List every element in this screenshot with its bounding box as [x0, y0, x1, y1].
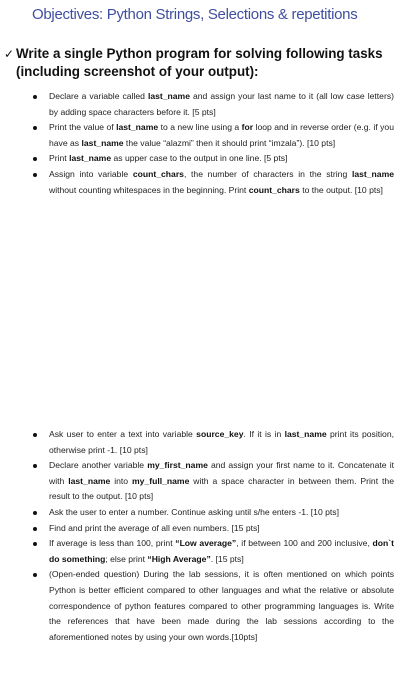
- emphasized-term: last_name: [68, 475, 111, 486]
- task-text: ; else print: [105, 553, 148, 564]
- task-item: [0, 120, 400, 151]
- task-item: [0, 536, 400, 567]
- task-text: to a new line using a: [158, 122, 242, 133]
- bullet-icon: [33, 511, 37, 515]
- task-list-part-2: [0, 427, 400, 645]
- task-text: and assign your last name to it (all low case letters) by adding space characters before it. [5 pts]: [49, 91, 394, 117]
- task-text: to the output. [10 pts]: [299, 184, 383, 195]
- task-text: . [15 pts]: [210, 553, 244, 564]
- task-text: into: [110, 475, 133, 486]
- emphasized-term: last_name: [116, 122, 159, 133]
- bullet-icon: [33, 464, 37, 468]
- task-heading: [4, 45, 404, 81]
- page-title: Objectives: Python Strings, Selections & repetitions: [32, 6, 358, 23]
- emphasized-term: last_name: [351, 168, 394, 179]
- task-item: [0, 167, 400, 198]
- task-text: Ask the user to enter a number. Continue asking until s/he enters -1. [10 pts]: [49, 506, 339, 517]
- task-text: Ask user to enter a text into variable: [49, 429, 197, 439]
- bullet-icon: [33, 573, 37, 577]
- task-text: Print the value of: [49, 122, 117, 133]
- heading-line-1: Write a single Python program for solving following tasks: [16, 46, 383, 61]
- task-text: , if between 100 and 200 inclusive,: [236, 538, 373, 549]
- emphasized-term: source_key: [196, 429, 244, 439]
- task-text: the value “alazmi” then it should print “imzala”). [10 pts]: [123, 137, 336, 148]
- emphasized-term: last_name: [147, 91, 190, 101]
- task-text: Declare a variable called: [49, 91, 148, 101]
- task-text: loop and in reverse order (e.g. if you have as: [49, 122, 394, 148]
- task-text: , the number of characters in the string: [183, 168, 352, 179]
- task-text: . If it is in: [243, 429, 285, 439]
- emphasized-term: my_first_name: [147, 460, 208, 471]
- emphasized-term: last_name: [284, 429, 327, 439]
- emphasized-term: count_chars: [248, 184, 300, 195]
- emphasized-term: last_name: [81, 137, 124, 148]
- task-text: (Open-ended question) During the lab sessions, it is often mentioned on which points Python is better efficient compared to other languages and what the relative or absolute correspondence of python features compared to other programming languages is. Write the references that have been made during the lab sessions according to the aforementioned notes by using your own words.[10pts]: [49, 569, 394, 642]
- bullet-icon: [33, 542, 37, 546]
- task-item: [0, 458, 400, 505]
- task-text: Find and print the average of all even numbers. [15 pts]: [49, 522, 260, 533]
- emphasized-term: last_name: [69, 153, 112, 164]
- bullet-icon: [33, 157, 37, 161]
- task-item: [0, 151, 400, 167]
- emphasized-term: “High Average”: [147, 553, 211, 564]
- emphasized-term: “Low average”: [175, 538, 237, 549]
- task-item: [0, 427, 400, 458]
- task-text: Declare another variable: [49, 460, 148, 471]
- emphasized-term: my_full_name: [132, 475, 190, 486]
- task-text: with a space character in between them. Print the result to the output. [10 pts]: [49, 475, 394, 502]
- task-item: [0, 89, 400, 120]
- bullet-icon: [33, 173, 37, 177]
- task-item: [0, 567, 400, 645]
- task-text: and assign your first name to it. Concatenate it with: [49, 460, 394, 486]
- task-text: Print: [49, 153, 70, 164]
- heading-line-2: (including screenshot of your output):: [16, 64, 259, 79]
- task-text: Assign into variable: [49, 168, 133, 179]
- checkmark-icon: ✓: [4, 47, 15, 61]
- task-text: as upper case to the output in one line. [5 pts]: [111, 153, 288, 164]
- task-item: [0, 521, 400, 537]
- task-text: without counting whitespaces in the beginning. Print: [49, 184, 249, 195]
- emphasized-term: count_chars: [132, 168, 184, 179]
- emphasized-term: don`t do something: [49, 538, 395, 564]
- bullet-icon: [33, 527, 37, 531]
- bullet-icon: [33, 433, 37, 437]
- emphasized-term: for: [241, 122, 254, 133]
- task-text: print its position, otherwise print -1. [10 pts]: [49, 429, 395, 455]
- task-item: [0, 505, 400, 521]
- task-text: If average is less than 100, print: [49, 538, 176, 549]
- bullet-icon: [33, 126, 37, 130]
- bullet-icon: [33, 95, 37, 99]
- task-list-part-1: [0, 89, 400, 198]
